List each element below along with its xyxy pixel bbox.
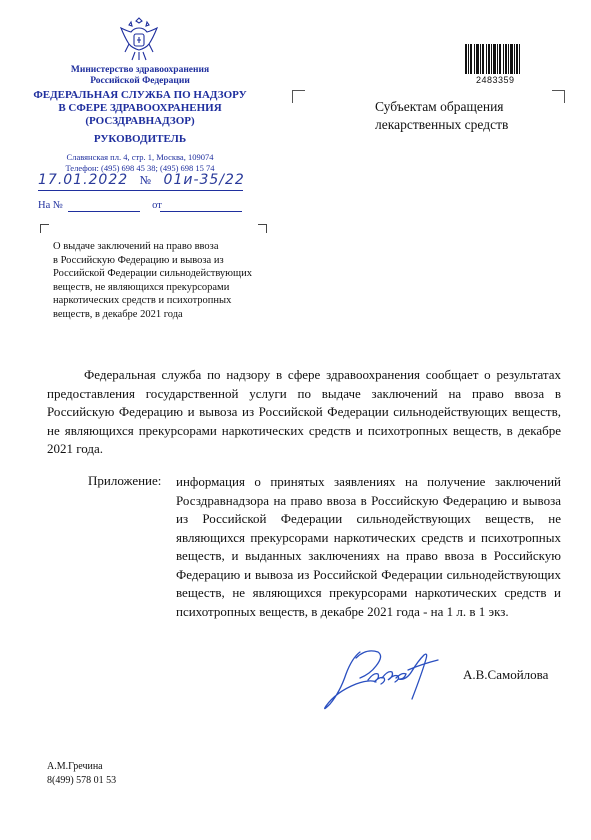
signatory-name: А.В.Самойлова — [463, 667, 549, 682]
service-name: ФЕДЕРАЛЬНАЯ СЛУЖБА ПО НАДЗОРУ В СФЕРЕ ЗДРАВООХРАНЕНИЯ (РОСЗДРАВНАДЗОР) — [33, 89, 247, 127]
reference-line — [38, 200, 162, 211]
reference-date-line — [160, 211, 242, 212]
registration-number-prefix: № — [139, 173, 153, 187]
subject-bracket-left — [40, 224, 49, 233]
attachment-label: Приложение: — [88, 473, 162, 488]
addressee: Субъектам обращения лекарственных средств — [375, 99, 509, 132]
handwritten-signature — [320, 640, 450, 715]
on-no-label: На № — [38, 200, 63, 211]
executor-phone: 8(499) 578 01 53 — [47, 774, 117, 786]
registration-stamp — [38, 172, 245, 188]
subject-bracket-right — [258, 224, 267, 233]
letterhead-address: Славянская пл. 4, стр. 1, Москва, 109074 Телефон: (495) 698 45 38; (495) 698 15 74 — [65, 152, 215, 173]
letter-body — [47, 366, 561, 459]
attachment-text: информация о принятых заявлениях на получение заключений Росздравнадзора на право ввоза в Российскую Федерацию и вывоза из Российской Федерации сильнодействующих веществ, не являющихся прекурсорами наркотических средств и психотропных веществ, и выданных заключениях на право ввоза в Российскую Федерацию и вывоза из Российской Федерации сильнодействующих веществ, не являющихся прекурсорами наркотических средств и психотропных веществ, в декабре 2021 года - на 1 л. в 1 экз. — [176, 474, 561, 619]
from-label: от — [152, 200, 162, 211]
body-paragraph: Федеральная служба по надзору в сфере здравоохранения сообщает о результатах предоставления государственной услуги по выдаче заключений на право ввоза в Российскую Федерацию и вывоза из Российской Федерации сильнодействующих веществ, не являющихся прекурсорами наркотических средств и психотропных веществ, в декабре 2021 года. — [47, 367, 561, 456]
reference-number-line — [68, 211, 140, 212]
letter-subject: О выдаче заключений на право ввоза в Российскую Федерацию и вывоза из Российской Федерации сильнодействующих веществ, не являющихся прекурсорами наркотических средств и психотропных веществ, в декабре 2021 года — [53, 241, 252, 320]
executor-info — [47, 760, 116, 787]
addressee-corner-left — [292, 90, 305, 103]
registration-date: 17.01.2022 — [38, 172, 129, 188]
executor-name: А.М.Гречина — [47, 761, 103, 772]
head-title: РУКОВОДИТЕЛЬ — [93, 133, 187, 145]
barcode-number: 2483359 — [476, 75, 515, 85]
addressee-corner-right — [552, 90, 565, 103]
russian-coat-of-arms-icon — [117, 14, 161, 64]
registration-underline — [38, 190, 243, 191]
registration-number: 01и-35/22 — [163, 172, 245, 188]
barcode — [465, 44, 520, 76]
ministry-name: Министерство здравоохранения Российской Федерации — [70, 65, 210, 86]
